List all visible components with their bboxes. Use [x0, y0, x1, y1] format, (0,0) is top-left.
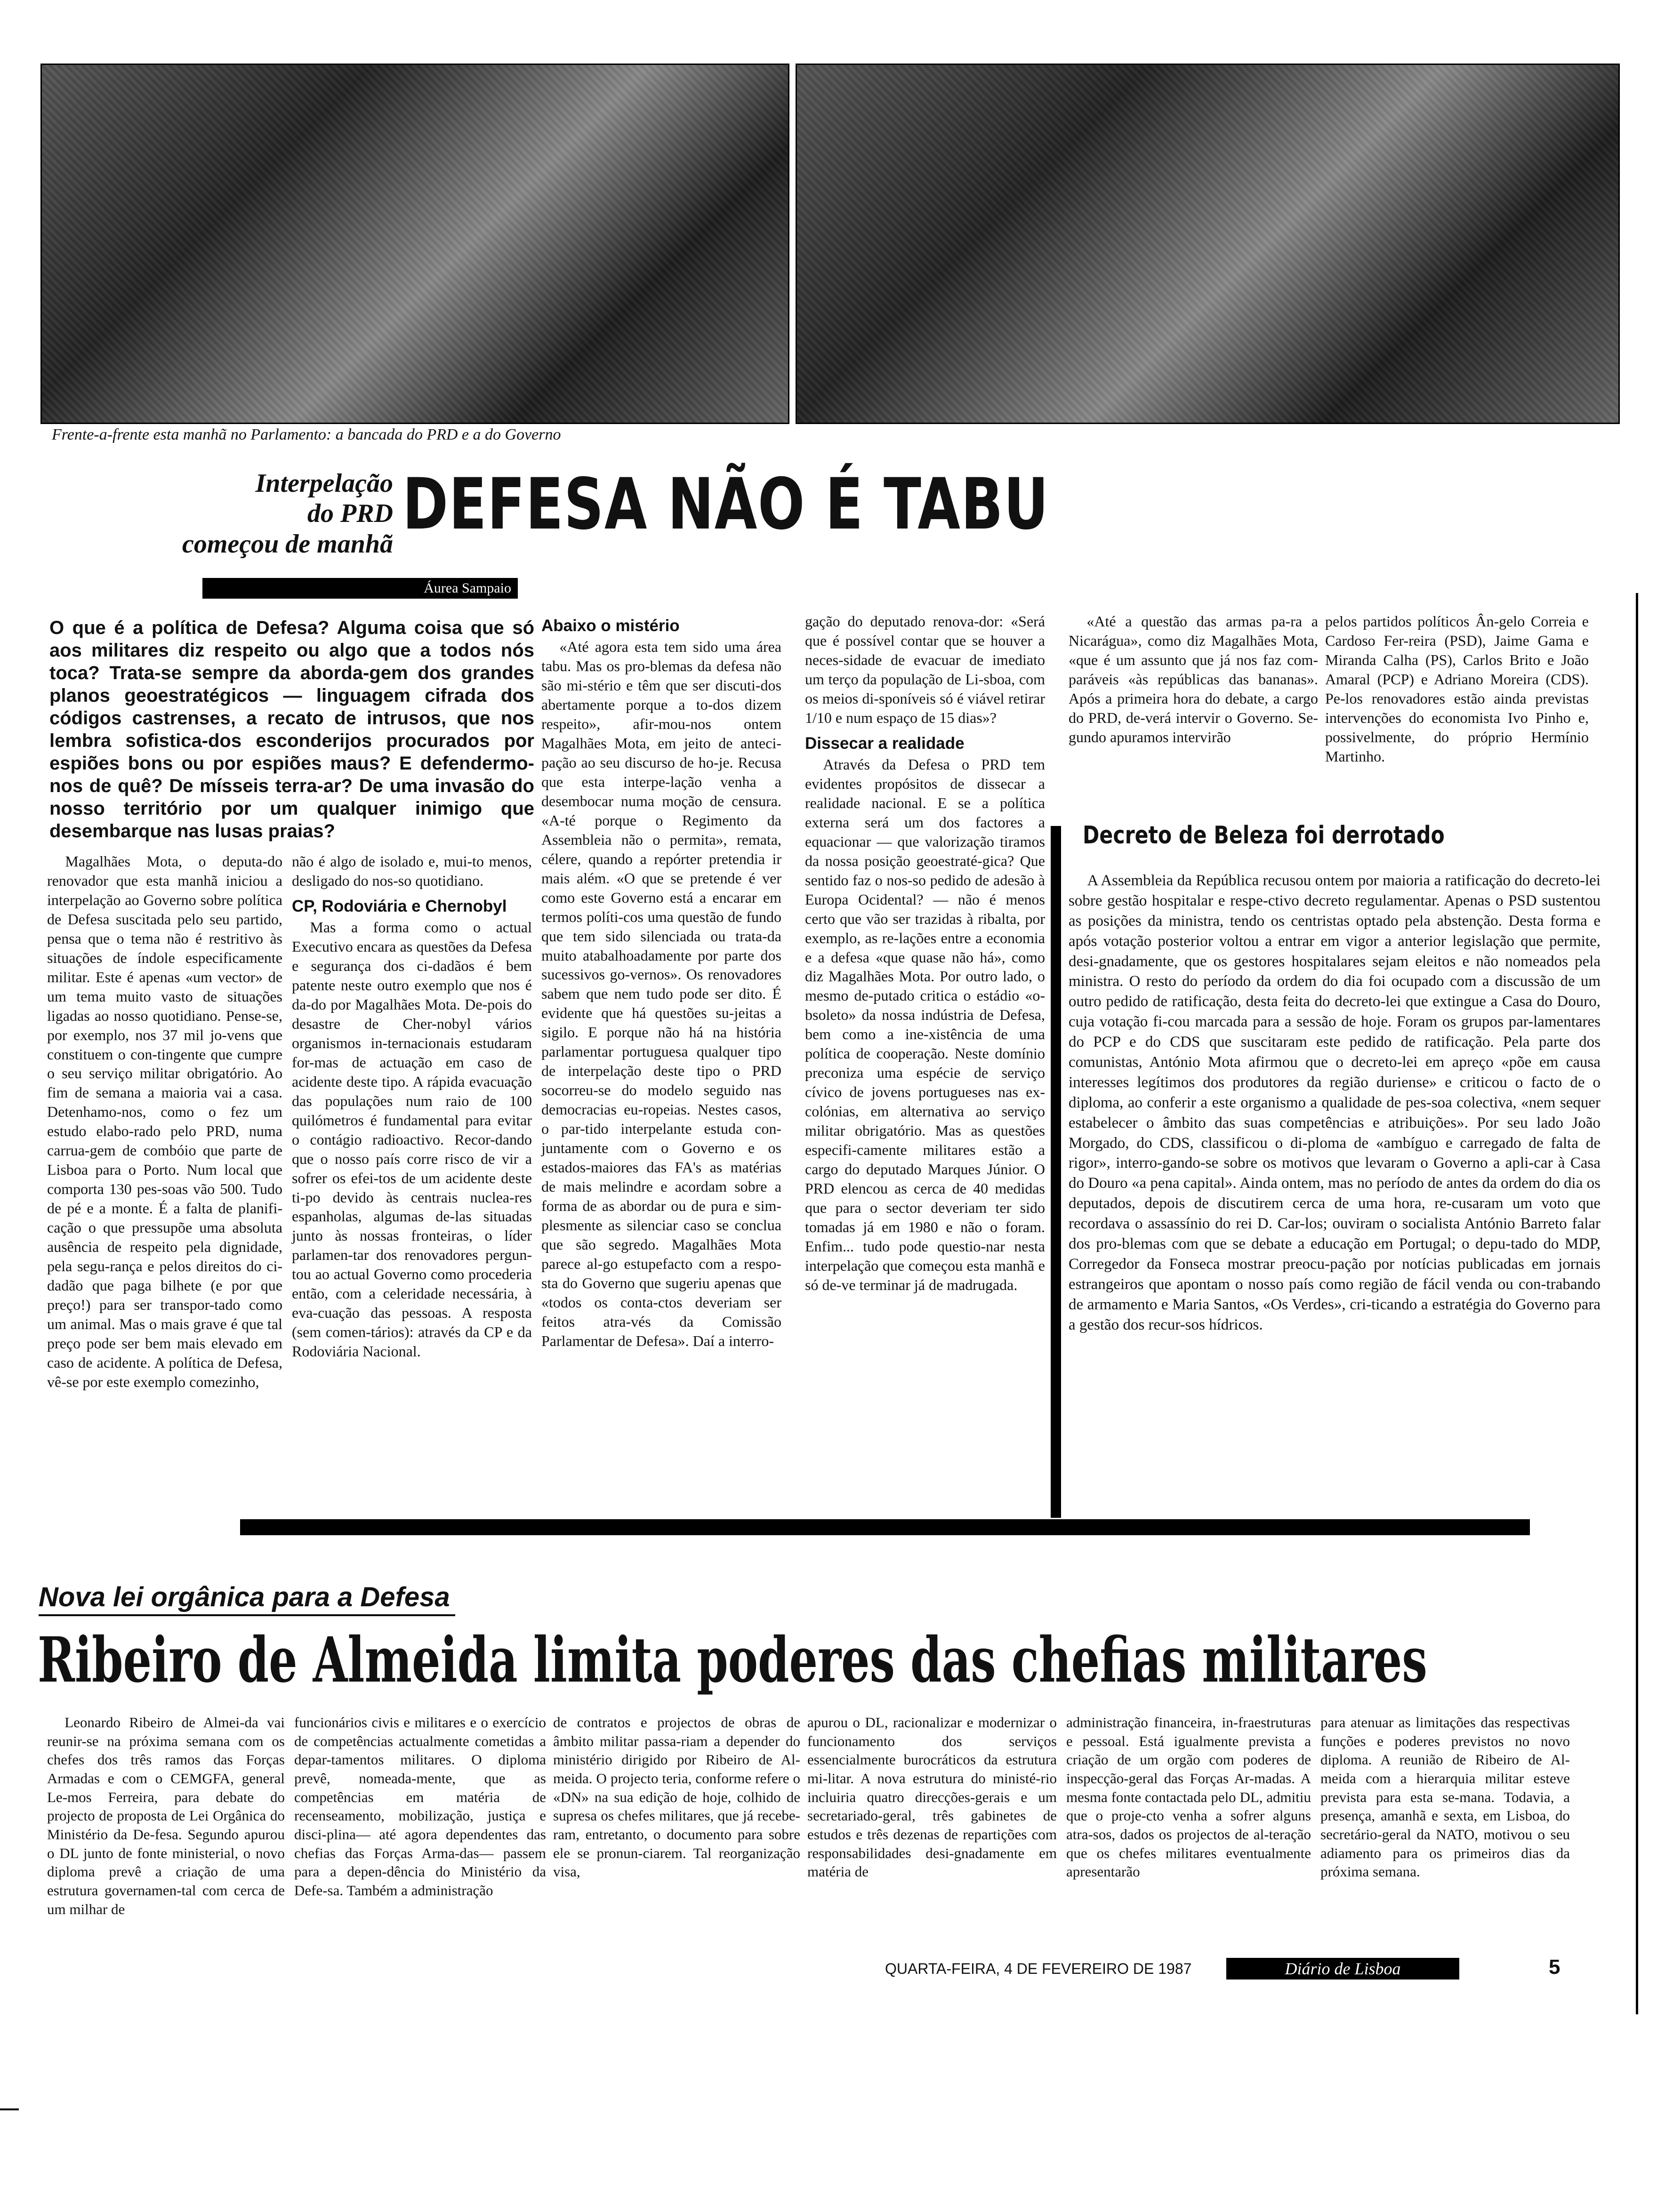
story-col-1 [47, 852, 282, 1392]
photo-caption: Frente-a-frente esta manhã no Parlamento: a bancada do PRD e a do Governo [52, 426, 561, 443]
story-col-2 [292, 852, 532, 1361]
box-left-rule [1051, 826, 1061, 1518]
second-col-2-text: funcionários civis e militares e o exercício de competências actualmente cometidas a depar-tamentos militares. O diploma prevê, nomeada-mente, que as competências em matéria de recenseamento, mobilização, justiça e disci-plina— até agora dependentes das chefias das Forças Arma-das— passem para a depen-dência do Ministério da Defe-sa. Também a administração [294, 1714, 546, 1899]
right-border [1636, 593, 1638, 2014]
folio-date: QUARTA-FEIRA, 4 DE FEVEREIRO DE 1987 [885, 1960, 1192, 1977]
second-kicker-underline [39, 1614, 455, 1616]
subhead-abaixo-misterio: Abaixo o mistério [541, 617, 680, 635]
lede: O que é a política de Defesa? Alguma coisa que só aos militares diz respeito ou algo que a todos nós toca? Trata-se sempre da aborda-gem dos grandes planos geoestratégicos — linguagem cifrada dos códigos castrenses, a recato de intrusos, que nos lembra sofistica-dos esconderijos procurados por espiões bons ou por espiões maus? E defendermo-nos de quê? De mísseis terra-ar? De uma invasão do nosso território por um qualquer inimigo que desembarque nas lusas praias? [49, 617, 534, 842]
photo-government-bench [796, 64, 1620, 424]
box-body-text: A Assembleia da República recusou ontem por maioria a ratificação do decreto-lei sobre gestão hospitalar e respe-ctivo decreto regulamentar. Apenas o PSD sustentou as posições da ministra, tendo os centristas optado pela abstenção. Desta forma e após votação posterior voltou a entrar em vigor a anterior legislação que permite, desi-gnadamente, que os gestores hospitalares sejam eleitos e não nomeados pela ministra. O resto do período da ordem do dia foi ocupado com a discussão de um outro pedido de ratificação, desta feita do decreto-lei que extingue a Casa do Douro, cuja votação fi-cou marcada para a sessão de hoje. Foram os grupos par-lamentares do PCP e do CDS que suscitaram este pedido de ratificação. Pela parte dos comunistas, António Mota afirmou que o decreto-lei em apreço «põe em causa interesses legítimos dos produtores da região duriense» e criticou o facto de o diploma, ao conferir a este organismo a qualidade de pes-soa colectiva, «nem sequer estabelecer o âmbito das suas competências e atribuições». Por seu lado João Morgado, do CDS, classificou o di-ploma de «ambíguo e carregado de falta de rigor», interro-gando-se sobre os motivos que levaram o Governo a apli-car à Casa do Douro «a pena capital». Ainda ontem, mas no período de antes da ordem do dia os deputados, depois de discutirem cerca de uma hora, re-cusaram um voto que recordava o assassínio do rei D. Car-los; ouviram o socialista António Barreto falar dos pro-blemas com que se debate a educação em Portugal; o depu-tado do MDP, Corregedor da Fonseca mostrar preocu-pação por notícias publicadas em jornais estrangeiros que apontam o nosso país como região de fácil venda ou con-trabando de armamento e Maria Santos, «Os Verdes», cri-ticando a estratégia do Governo para a gestão dos recur-sos hídricos. [1069, 872, 1601, 1333]
main-headline: DEFESA NÃO É TABU [402, 464, 1049, 545]
story-col-2-intro: não é algo de isolado e, mui-to menos, desligado do nos-so quotidiano. [292, 853, 532, 889]
story-col-3 [541, 617, 781, 1351]
second-col-1-text: Leonardo Ribeiro de Almei-da vai reunir-se na próxima semana com os chefes dos três ramos das Forças Armadas e com o CEMGFA, general Le-mos Ferreira, para debate do projecto de proposta de Lei Orgânica do Ministério da De-fesa. Segundo apurou o DL junto de fonte ministerial, o novo diploma prevê a criação de uma estrutura governamen-tal com cerca de um milhar de [47, 1714, 285, 1917]
photo-prd-bench [40, 64, 789, 424]
byline: Áurea Sampaio [202, 578, 518, 599]
story-col-6 [1325, 612, 1589, 766]
story-col-1-text: Magalhães Mota, o deputa-do renovador que esta manhã iniciou a interpelação ao Governo sobre política de Defesa suscitada pelo seu partido, pensa que o tema não é restritivo às situações de índole especificamente militar. Este é apenas «um vector» de um tema muito vasto de situações ligadas ao nosso quotidiano. Pense-se, por exemplo, nos 37 mil jo-vens que constituem o con-tingente que cumpre o seu serviço militar obrigatório. Ao fim de semana a maioria vai a casa. Detenhamo-nos, como o fez um estudo elabo-rado pelo PRD, numa carrua-gem de combóio que parte de Lisboa para o Porto. Num local que comporta 130 pes-soas vão 500. Tudo de pé e a monte. É a falta de planifi-cação o que pressupõe uma absoluta ausência de respeito pela dignidade, pela segu-rança e pelos direitos do ci-dadão que paga bilhete (e por que preço!) para ser transpor-tado como um animal. Mas o mais grave é que tal preço pode ser bem mais elevado em caso de acidente. A política de Defesa, vê-se por este exemplo comezinho, [47, 853, 282, 1390]
second-kicker: Nova lei orgânica para a Defesa [39, 1582, 450, 1612]
second-col-4 [807, 1713, 1057, 1881]
story-col-2-text: Mas a forma como o actual Executivo encara as questões da Defesa e segurança dos ci-dadãos é bem patente neste outro exemplo que nos é da-do por Magalhães Mota. De-pois do desastre de Cher-nobyl vários organismos in-ternacionais estudaram for-mas de actuação em caso de acidente deste tipo. A rápida evacuação das populações num raio de 100 quilómetros é fundamental para evitar o contágio radioactivo. Recor-dando que o nosso país corre risco de vir a sofrer os efei-tos de um acidente deste ti-po devido às centrais nuclea-res espanholas, algumas de-las situadas junto às nossas fronteiras, o líder parlamen-tar dos renovadores pergun-tou ao actual Governo como procederia então, com a celeridade necessária, à eva-cuação das pessoas. A resposta (sem comen-tários): através da CP e da Rodoviária Nacional. [292, 919, 532, 1360]
subhead-dissecar: Dissecar a realidade [805, 734, 965, 753]
kicker-line-1: Interpelação [255, 469, 393, 498]
subhead-cp-rodoviaria: CP, Rodoviária e Chernobyl [292, 897, 507, 915]
story-col-3-text: «Até agora esta tem sido uma área tabu. Mas os pro-blemas da defesa não são mi-stério e têm que ser discuti-dos abertamente porque a to-dos dizem respeito», afir-mou-nos ontem Magalhães Mota, em jeito de anteci-pação ao seu discurso de ho-je. Recusa que esta interpe-lação venha a desembocar numa moção de censura. «A-té porque o Regimento da Assembleia não o permita», remata, célere, quando a repórter pretendia ir mais além. «O que se pretende é ver como este Governo está a encarar em termos políti-cos uma questão de fundo que tem sido silenciada ou trata-da muito atabalhoadamente por parte dos sucessivos go-vernos». Os renovadores sabem que nem tudo pode ser dito. É evidente que há questões su-jeitas a sigilo. E porque não há na história parlamentar portuguesa qualquer tipo de interpelação deste tipo o PRD socorreu-se do modelo seguido nas democracias eu-ropeias. Nestes casos, o par-tido interpelante estuda con-juntamente com o Governo e os estados-maiores das FA's as matérias de mais melindre e acordam sobre a forma de as abordar ou de pura e sim-plesmente as silenciar caso se conclua que são segredo. Magalhães Mota parece al-go estupefacto com a respo-sta do Governo que sugeriu apenas que «todos os conta-ctos deveriam ser feitos atra-vés da Comissão Parlamentar de Defesa». Daí a interro- [541, 638, 781, 1349]
story-col-6-text: pelos partidos políticos Ân-gelo Correia e Cardoso Fer-reira (PSD), Jaime Gama e Miranda Calha (PS), Carlos Brito e João Amaral (PCP) e Adriano Moreira (CDS). Pe-los renovadores estão ainda previstas intervenções do economista Ivo Pinho e, possivelmente, do próprio Hermínio Martinho. [1325, 613, 1589, 765]
second-col-1 [47, 1713, 285, 1918]
story-kicker [179, 468, 393, 559]
second-headline: Ribeiro de Almeida limita poderes das chefias militares [38, 1624, 1427, 1697]
story-col-4-text: Através da Defesa o PRD tem evidentes propósitos de dissecar a realidade nacional. E se a política externa será um dos factores a equacionar — que valorização tiramos da nossa posição geoestraté-gica? Que sentido faz o nos-so pedido de adesão à Europa Ocidental? — não é menos certo que vão ser trazidas à ribalta, por exemplo, as re-lações entre a economia e a defesa «que quase não há», como diz Magalhães Mota. Por outro lado, o mesmo de-putado critica o estádio «o-bsoleto» da nossa indústria de Defesa, bem como a ine-xistência de uma política de cooperação. Neste domínio preconiza uma espécie de serviço cívico de jovens portugueses nas ex-colónias, em alternativa ao serviço militar obrigatório. Mas as questões especifi-camente militares estão a cargo do deputado Marques Júnior. O PRD elencou as cerca de 40 medidas que para o sector deveriam ter sido tomadas já em 1980 e não o foram. Enfim... tudo pode questio-nar nesta interpelação que começou esta manhã e só de-ve terminar já de madrugada. [805, 755, 1045, 1293]
second-col-5 [1066, 1713, 1311, 1881]
box-bottom-rule [240, 1519, 1530, 1535]
box-headline: Decreto de Beleza foi derrotado [1083, 821, 1445, 850]
story-col-5 [1069, 612, 1318, 747]
folio-masthead: Diário de Lisboa [1226, 1958, 1459, 1980]
page-number: 5 [1549, 1956, 1560, 1979]
story-col-4-intro: gação do deputado renova-dor: «Será que é possível contar que se houver a neces-sidade de evacuar de imediato um terço da população de Li-sboa, com os meios di-sponíveis só é viável retirar 1/10 e num espaço de 15 dias»? [805, 613, 1045, 726]
box-body [1069, 871, 1601, 1335]
story-col-4 [805, 612, 1045, 1295]
second-col-5-text: administração financeira, in-fraestruturas e pessoal. Está igualmente prevista a criação de um orgão com poderes de inspecção-geral das Forças Ar-madas. A mesma fonte contactada pelo DL, admitiu que o proje-cto venha a sofrer alguns atra-sos, dados os projectos de al-teração que os chefes militares eventualmente apresentarão [1066, 1714, 1311, 1880]
second-col-3-text: de contratos e projectos de obras de âmbito militar passa-riam a depender do ministério dirigido por Ribeiro de Al-meida. O projecto teria, conforme refere o «DN» na sua edição de hoje, colhido de supresa os chefes militares, que já recebe-ram, entretanto, o documento para sobre ele se pronun-ciarem. Tal reorganização visa, [553, 1714, 800, 1880]
story-col-5-text: «Até a questão das armas pa-ra a Nicarágua», como diz Magalhães Mota, «que é um assunto que já nos faz com-paráveis «às repúblicas das bananas». Após a primeira hora do debate, a cargo do PRD, de-verá intervir o Governo. Se-gundo apuramos intervirão [1069, 613, 1318, 745]
second-col-6-text: para atenuar as limitações das respectivas funções e poderes previstos no novo diploma. A reunião de Ribeiro de Al-meida com a hierarquia militar esteve prevista para esta se-mana. Todavia, a presença, amanhã e sexta, em Lisboa, do secretário-geral da NATO, motivou o seu adiamento para os primeiros dias da próxima semana. [1320, 1714, 1570, 1880]
kicker-line-2: do PRD [307, 499, 393, 529]
left-edge-mark [0, 2108, 19, 2110]
second-col-4-text: apurou o DL, racionalizar e modernizar o funcionamento dos serviços essencialmente burocráticos da estrutura mi-litar. A nova estrutura do ministé-rio incluiria quatro direcções-gerais e um secretariado-geral, três gabinetes de estudos e três dezenas de repartições com responsabilidades desi-gnadamente em matéria de [807, 1714, 1057, 1880]
second-col-6 [1320, 1713, 1570, 1881]
second-col-3 [553, 1713, 800, 1881]
second-col-2 [294, 1713, 546, 1900]
kicker-line-3: começou de manhã [182, 529, 393, 559]
